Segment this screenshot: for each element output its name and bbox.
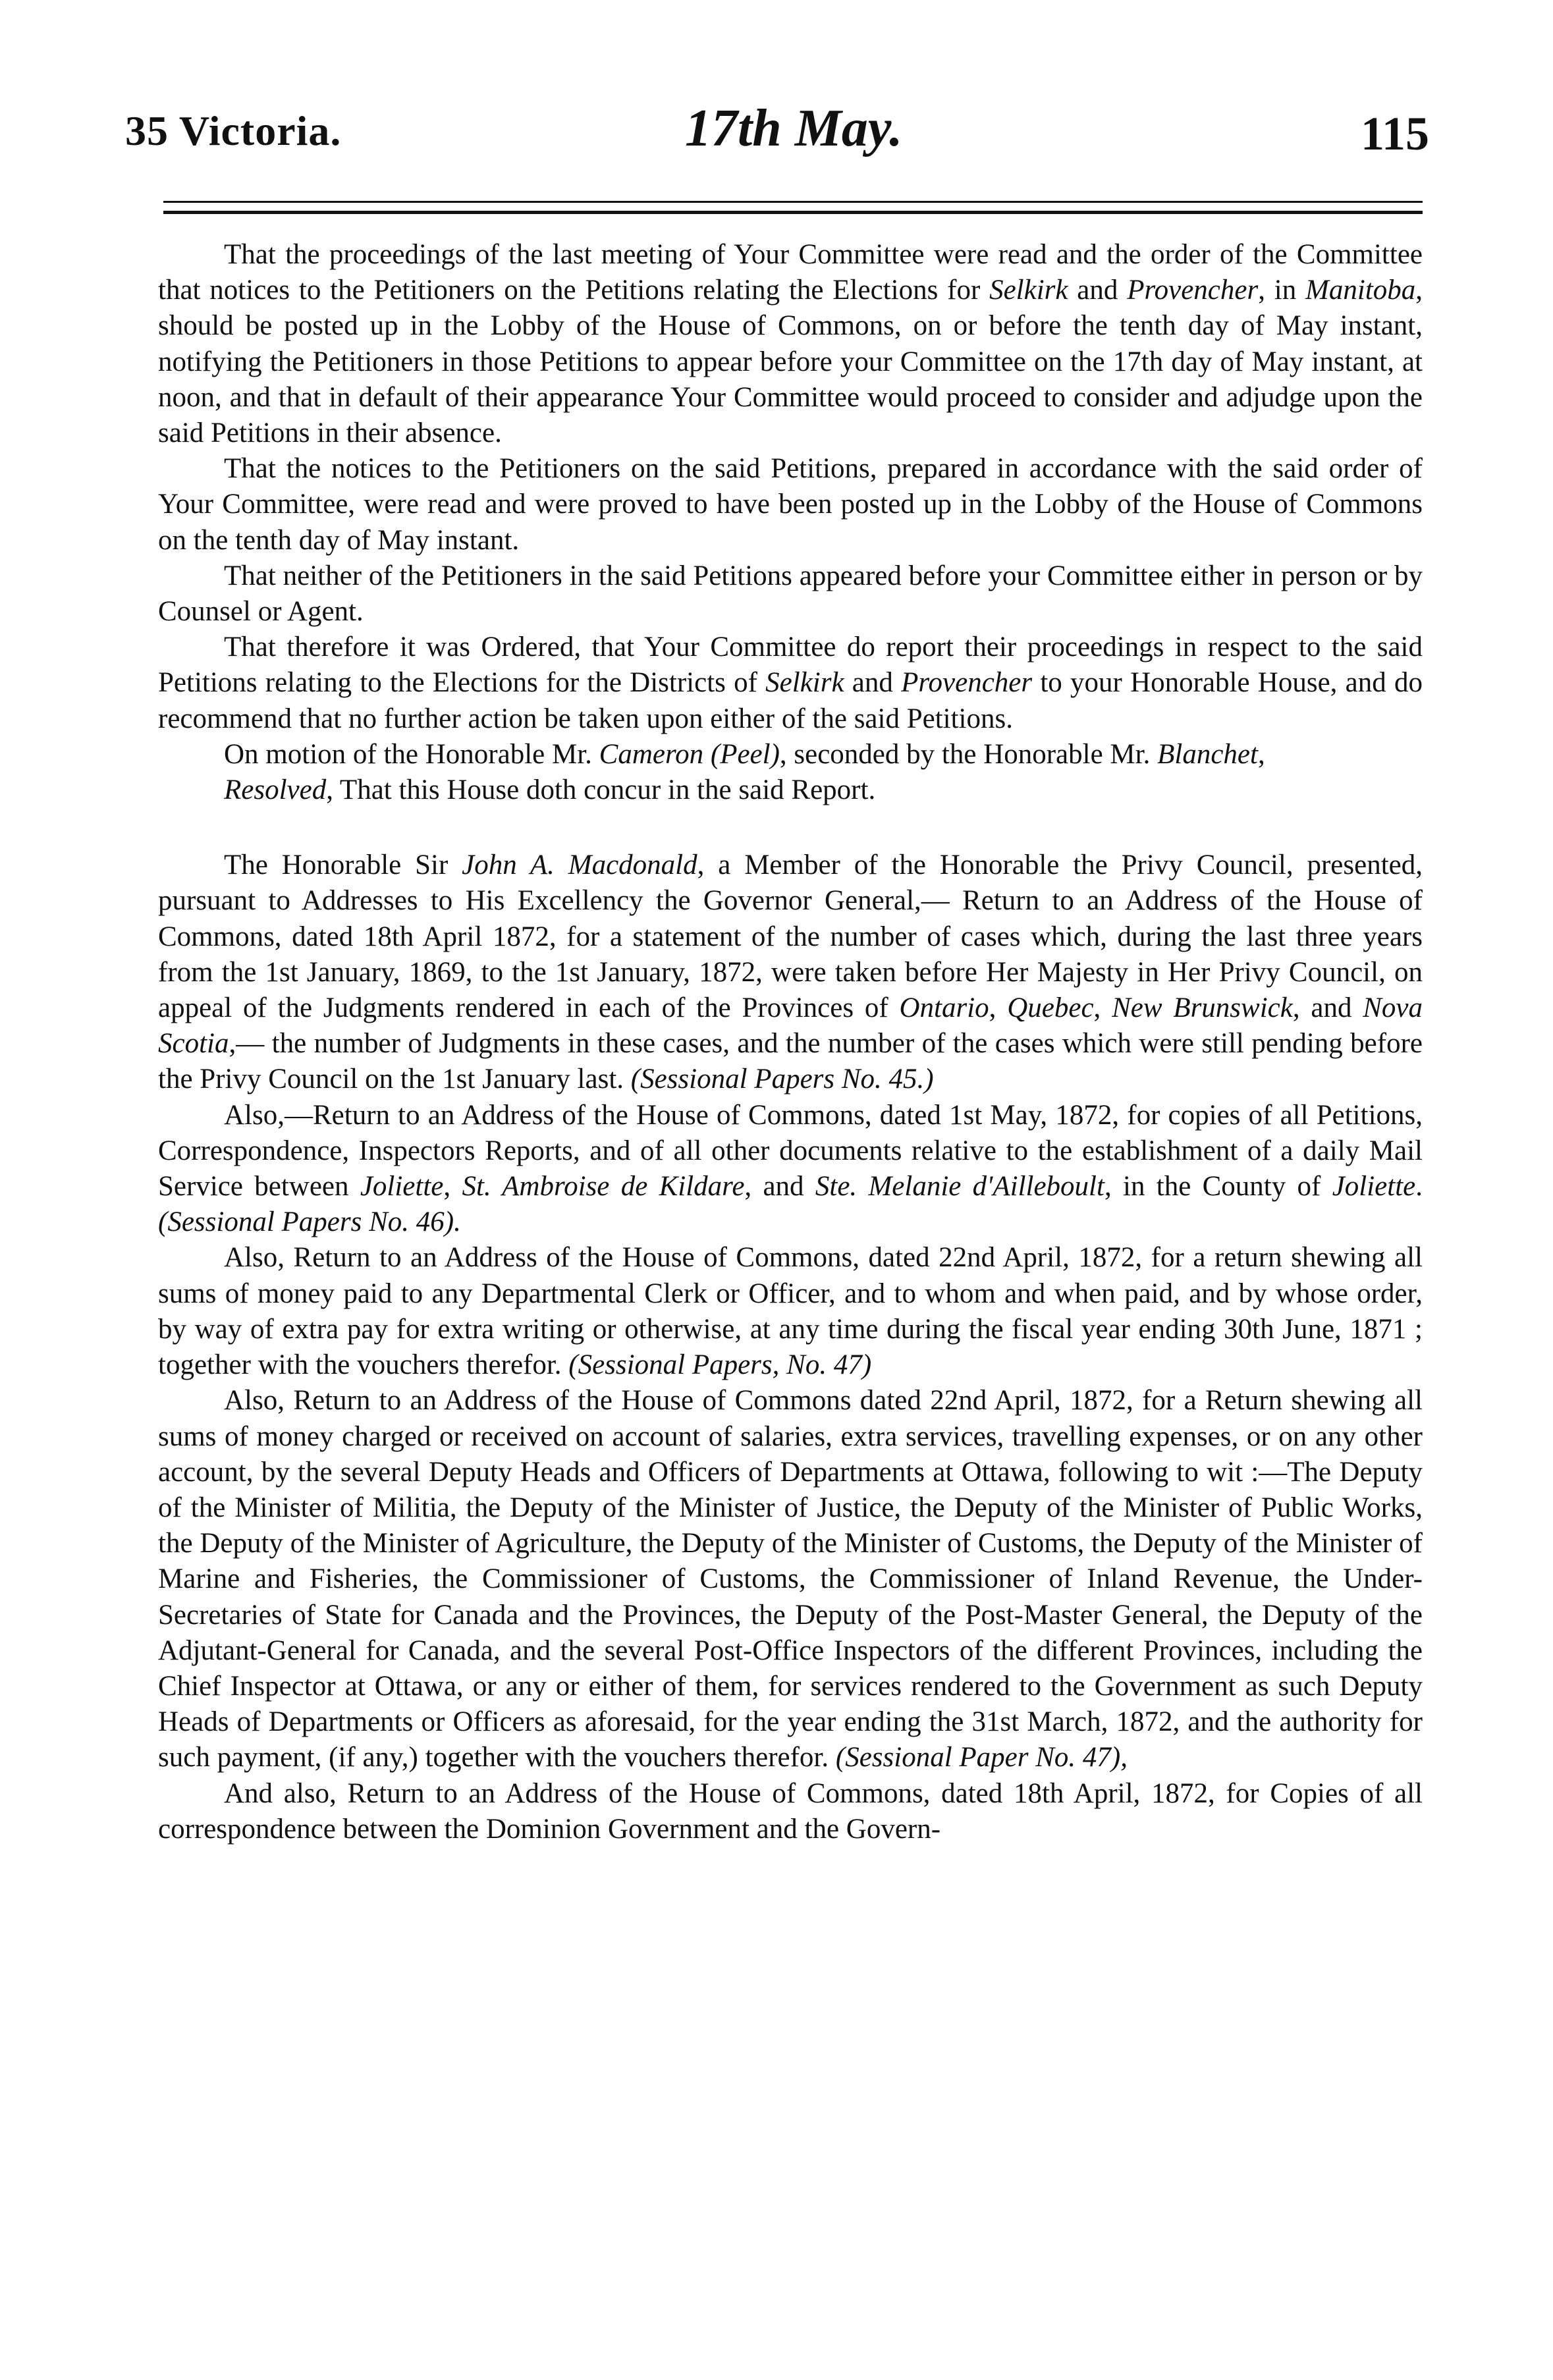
text-run: , [1257, 738, 1265, 770]
text-run: That the proceedings of the last meeting of Your Committee were read and the order of the Committee that notices to the Petitioners on the Petitions relating the Elections for [158, 239, 1423, 306]
document-body [158, 237, 1423, 1847]
text-run: . [1415, 1171, 1423, 1203]
italic-run: (Sessional Paper No. 47), [835, 1742, 1128, 1773]
italic-run: St. Ambroise de Kildare [462, 1171, 745, 1203]
text-run: , a Member of the Honorable the Privy Council, presented, pursuant to Addresses to His Excellency the Governor General,— Return to an Address of the House of Commons, dated 18th April 1872, for a statement of the number of cases which, during the last three years from the 1st January, 1869, to the 1st January, 1872, were taken before Her Majesty in Her Privy Council, on appeal of the Judgments rendered in each of the Provinces of [158, 850, 1423, 1024]
text-run: , and [1292, 992, 1363, 1024]
text-run: , should be posted up in the Lobby of the House of Commons, on or before the tenth day of May instant, notifying the Petitioners in those Petitions to appear before your Committee on the 17th day of May instant, at noon, and that in default of their appearance Your Committee would proceed to consider and adjudge upon the said Petitions in their absence. [158, 275, 1423, 449]
italic-run: Manitoba [1305, 275, 1416, 306]
italic-run: John A. Macdonald [462, 850, 697, 881]
italic-run: Selkirk [989, 275, 1068, 306]
italic-run: (Sessional Papers No. 46). [158, 1206, 461, 1238]
paragraph [158, 558, 1423, 630]
page-header [125, 99, 1429, 178]
text-run: Also, Return to an Address of the House of Commons, dated 22nd April, 1872, for a return shewing all sums of money paid to any Departmental Clerk or Officer, and to whom and when paid, and by whose order, by way of extra pay for extra writing or otherwise, at any time during the fiscal year ending 30th June, 1871 ; together with the vouchers therefor. [158, 1242, 1423, 1381]
italic-run: (Sessional Papers, No. 47) [568, 1349, 872, 1381]
italic-run: Joliette [360, 1171, 444, 1203]
paragraph [158, 737, 1423, 772]
italic-run: Quebec [1007, 992, 1094, 1024]
text-run: and [1068, 275, 1128, 306]
paragraph [158, 1240, 1423, 1383]
date-heading: 17th May. [685, 99, 903, 157]
italic-run: Provencher [1127, 275, 1259, 306]
paragraph [158, 772, 1423, 808]
text-run: That neither of the Petitioners in the said Petitions appeared before your Committee either in person or by Counsel or Agent. [158, 560, 1423, 628]
text-run: , in [1258, 275, 1306, 306]
italic-run: (Sessional Papers No. 45.) [630, 1064, 934, 1095]
text-run: , seconded by the Honorable Mr. [779, 738, 1158, 770]
text-run: That the notices to the Petitioners on the said Petitions, prepared in accordance with the said order of Your Committee, were read and were proved to have been posted up in the Lobby of the House of Commons on the tenth day of May instant. [158, 453, 1423, 556]
text-run: , in the County of [1104, 1171, 1332, 1203]
text-run: , and [744, 1171, 815, 1203]
paragraph [158, 1776, 1423, 1847]
page-number: 115 [1360, 107, 1429, 160]
paragraph [158, 237, 1423, 451]
text-run: That therefore it was Ordered, that Your Committee do report their proceedings in respect to the said Petitions relating to the Elections for the Districts of [158, 632, 1423, 699]
paragraph [158, 1383, 1423, 1775]
text-run: , [443, 1171, 462, 1203]
italic-run: Provencher [901, 667, 1033, 699]
text-run: And also, Return to an Address of the House of Commons, dated 18th April, 1872, for Copies of all correspondence between the Dominion Government and the Govern- [158, 1777, 1423, 1845]
header-rule-thin [163, 201, 1423, 203]
italic-run: Resolved [224, 774, 327, 806]
italic-run: Cameron (Peel) [599, 738, 780, 770]
session-label: 35 Victoria. [125, 107, 342, 154]
paragraph [158, 630, 1423, 737]
italic-run: Blanchet [1157, 738, 1258, 770]
text-run: , [1093, 992, 1112, 1024]
paragraph [158, 1098, 1423, 1241]
italic-run: New Brunswick [1112, 992, 1293, 1024]
paragraph [158, 451, 1423, 558]
text-run: Also, Return to an Address of the House of Commons dated 22nd April, 1872, for a Return shewing all sums of money charged or received on account of salaries, extra services, travelling expenses, or on any other account, by the several Deputy Heads and Officers of Departments at Ottawa, following to wit :—The Deputy of the Minister of Militia, the Deputy of the Minister of Justice, the Deputy of the Minister of Public Works, the Deputy of the Minister of Agriculture, the Deputy of the Minister of Customs, the Deputy of the Minister of Marine and Fisheries, the Commissioner of Customs, the Commissioner of Inland Revenue, the Under-Secretaries of State for Canada and the Provinces, the Deputy of the Post-Master General, the Deputy of the Adjutant-General for Canada, and the several Post-Office Inspectors of the different Provinces, including the Chief Inspector at Ottawa, or any or either of them, for services rendered to the Government as such Deputy Heads of Departments or Officers as aforesaid, for the year ending the 31st March, 1872, and the authority for such payment, (if any,) together with the vouchers therefor. [158, 1385, 1423, 1773]
text-run: On motion of the Honorable Mr. [224, 738, 599, 770]
paragraph [158, 848, 1423, 1097]
text-run: The Honorable Sir [224, 850, 462, 881]
text-run: to your Honorable House, and do recommend that no further action be taken upon either of the said Petitions. [158, 667, 1423, 734]
text-run: ,— the number of Judgments in these cases, and the number of the cases which were still pending before the Privy Council on the 1st January last. [158, 1028, 1423, 1095]
italic-run: Nova Scotia [158, 992, 1423, 1060]
text-run: Also,—Return to an Address of the House of Commons, dated 1st May, 1872, for copies of all Petitions, Correspondence, Inspectors Reports, and of all other documents relative to the establishment of a daily Mail Service between [158, 1099, 1423, 1203]
italic-run: Joliette [1332, 1171, 1416, 1203]
text-run: , [989, 992, 1008, 1024]
italic-run: Selkirk [765, 667, 844, 699]
header-rule-thick [163, 211, 1423, 214]
text-run: and [844, 667, 902, 699]
italic-run: Ste. Melanie d'Ailleboult [815, 1171, 1104, 1203]
italic-run: Ontario [899, 992, 989, 1024]
text-run: , That this House doth concur in the said Report. [326, 774, 876, 806]
